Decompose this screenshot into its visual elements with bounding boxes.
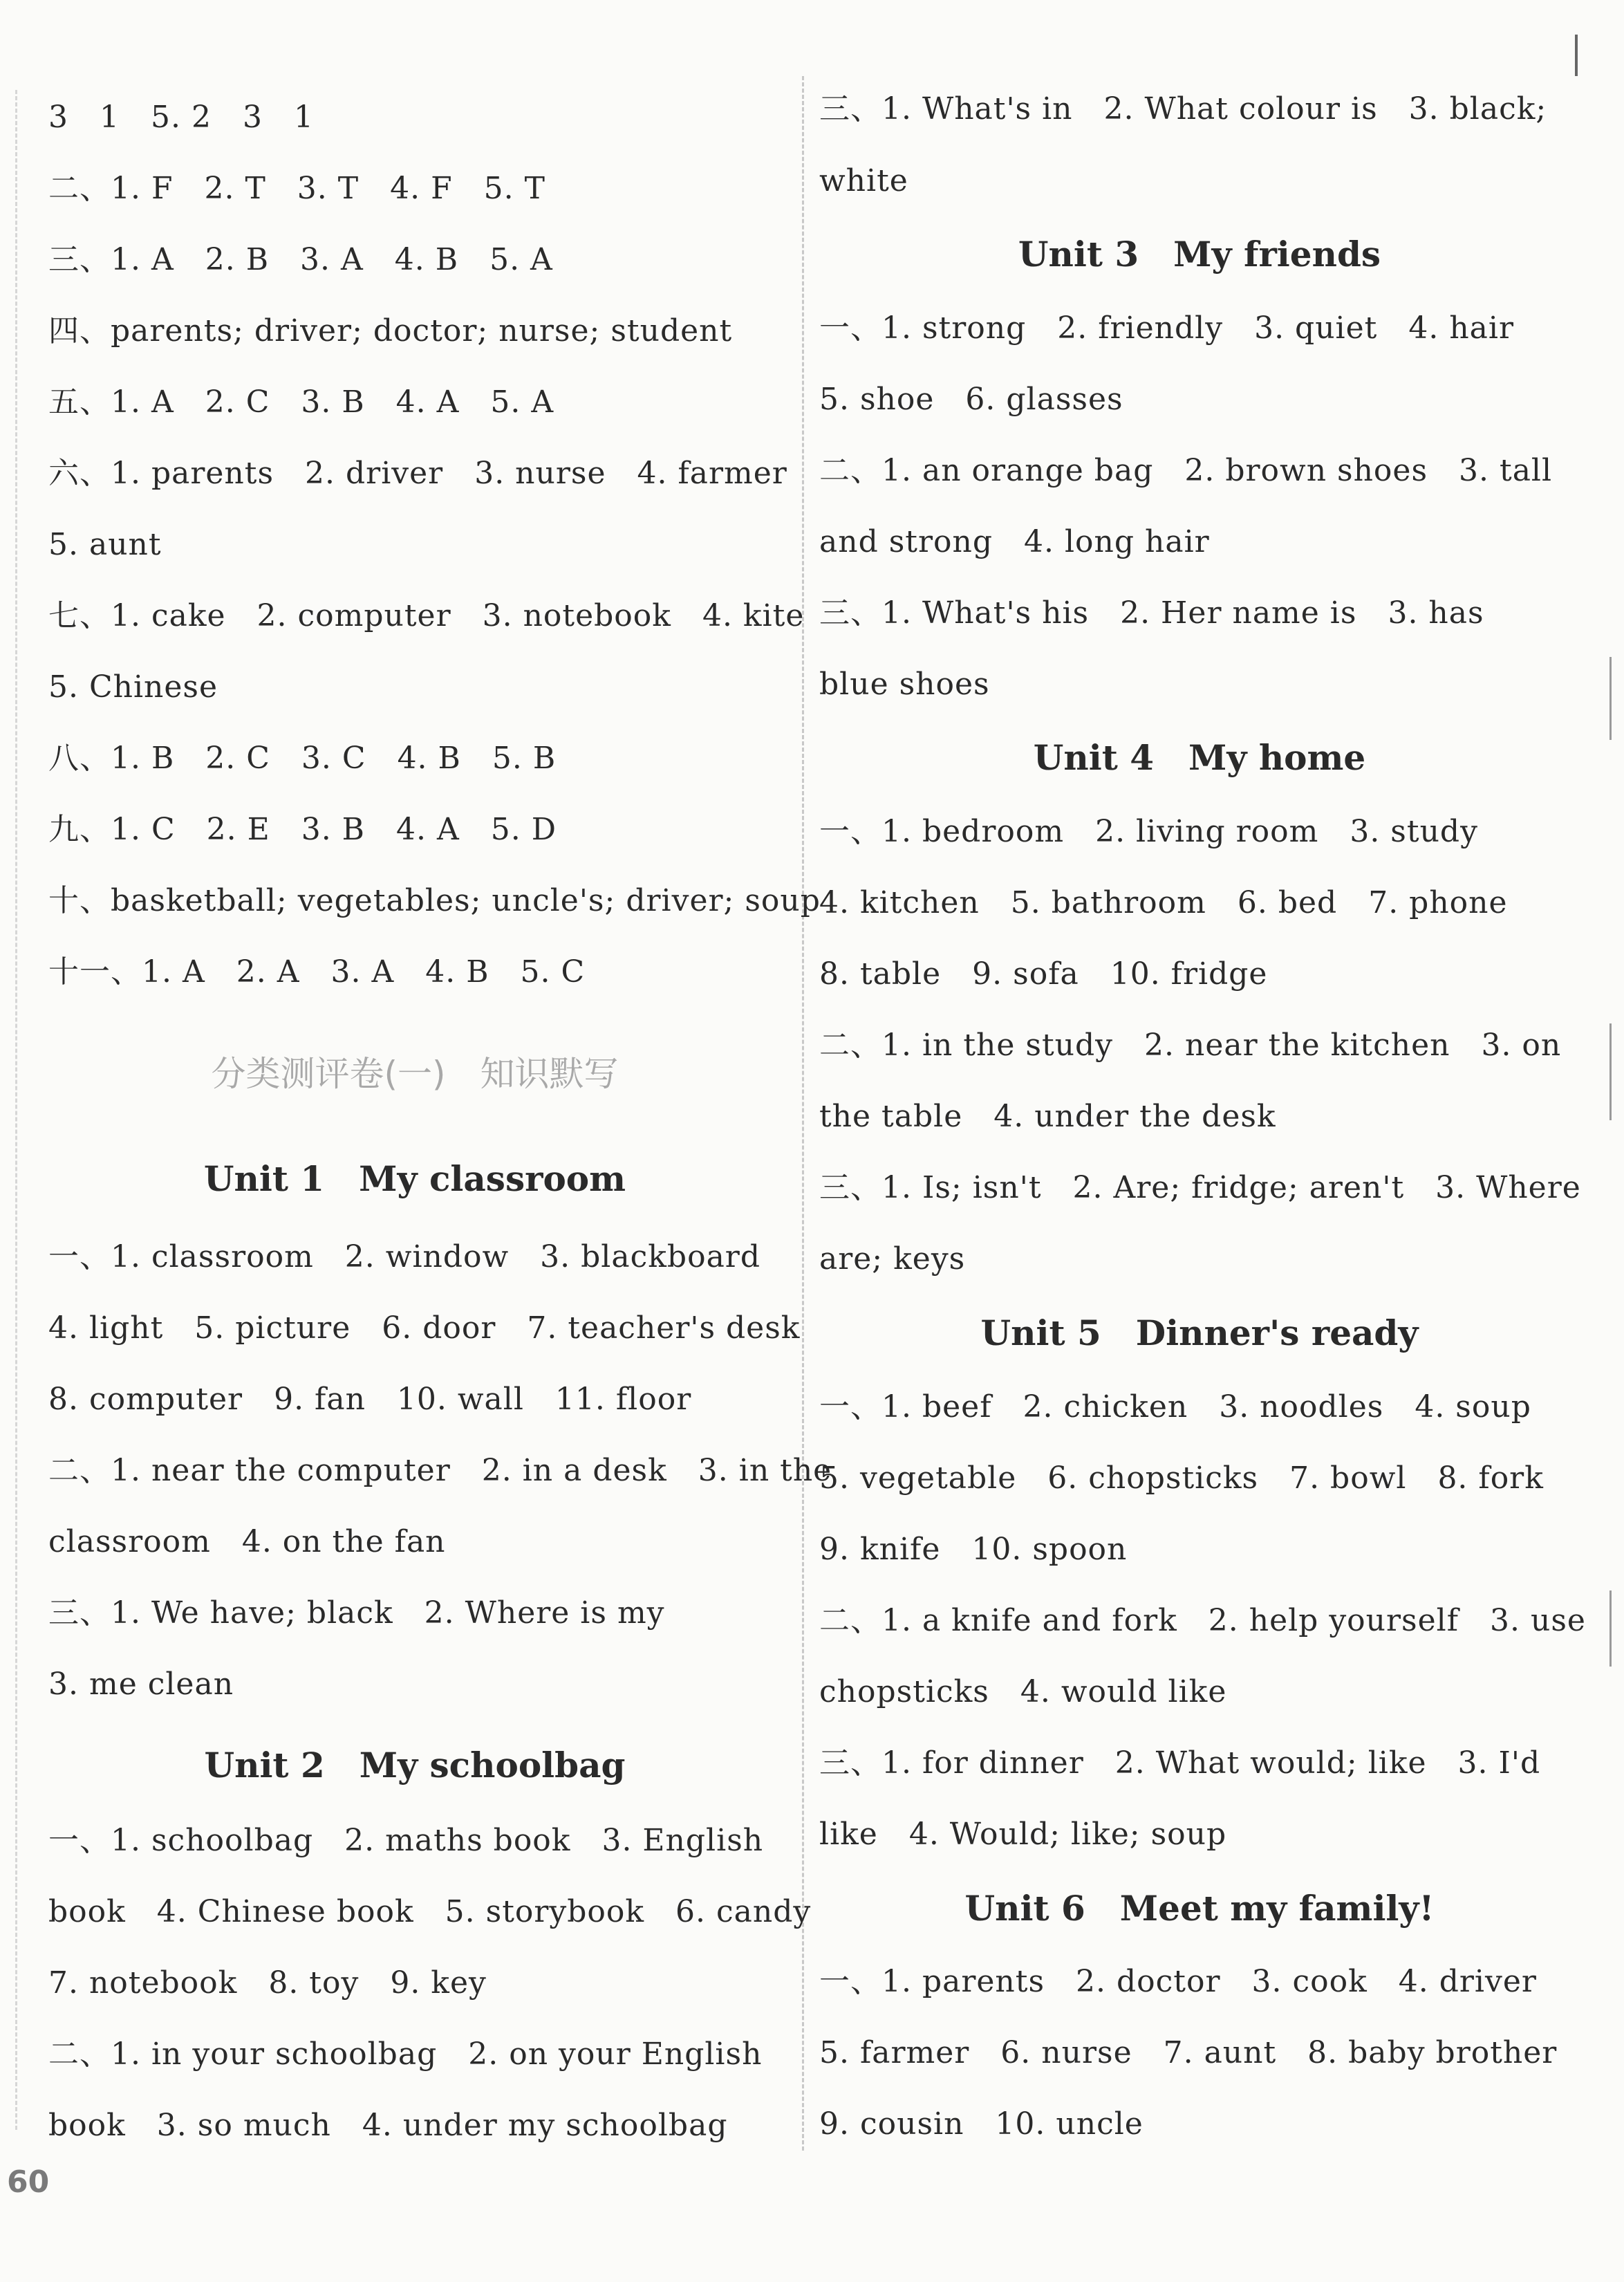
answer-line: 9. cousin 10. uncle [819,2106,1144,2142]
answer-line: 三、1. We have; black 2. Where is my [48,1595,665,1631]
answer-line: 一、1. bedroom 2. living room 3. study [819,814,1478,849]
answer-line: 三、1. What's his 2. Her name is 3. has [819,595,1484,631]
answer-line: 七、1. cake 2. computer 3. notebook 4. kite [48,598,805,633]
unit-title: Unit 5 Dinner's ready [980,1312,1419,1353]
answer-line: chopsticks 4. would like [819,1674,1227,1709]
answer-line: 八、1. B 2. C 3. C 4. B 5. B [48,741,557,776]
page-edge-tick [1609,1590,1612,1667]
answer-line: 二、1. near the computer 2. in a desk 3. in the [48,1453,832,1488]
answer-line: 5. Chinese [48,669,218,705]
answer-line: 7. notebook 8. toy 9. key [48,1965,487,2001]
answer-line: 一、1. beef 2. chicken 3. noodles 4. soup [819,1389,1531,1425]
answer-line: 五、1. A 2. C 3. B 4. A 5. A [48,384,554,420]
answer-line: 三、1. Is; isn't 2. Are; fridge; aren't 3. Where [819,1170,1581,1205]
answer-line: the table 4. under the desk [819,1099,1276,1134]
unit-title: Unit 2 My schoolbag [204,1745,626,1785]
answer-line: 一、1. schoolbag 2. maths book 3. English [48,1823,764,1858]
answer-line: like 4. Would; like; soup [819,1817,1227,1852]
answer-line: 5. vegetable 6. chopsticks 7. bowl 8. fork [819,1460,1544,1496]
answer-line: book 4. Chinese book 5. storybook 6. candy [48,1894,812,1929]
answer-line: 二、1. a knife and fork 2. help yourself 3. use [819,1603,1586,1638]
section-title: 分类测评卷(一) 知识默写 [211,1054,619,1094]
page-edge-tick [1609,1023,1612,1120]
answer-line: 9. knife 10. spoon [819,1532,1128,1567]
answer-line: 4. light 5. picture 6. door 7. teacher's desk [48,1310,801,1346]
answer-line: 5. farmer 6. nurse 7. aunt 8. baby brother [819,2035,1558,2070]
page-number: 60 [7,2164,50,2200]
answer-line: 三、1. What's in 2. What colour is 3. black; [819,91,1547,127]
answer-line: classroom 4. on the fan [48,1524,446,1559]
answer-line: 一、1. classroom 2. window 3. blackboard [48,1239,760,1274]
answer-line: 十、basketball; vegetables; uncle's; driver; soup [48,883,821,918]
answer-line: 二、1. F 2. T 3. T 4. F 5. T [48,171,545,206]
answer-line: are; keys [819,1241,966,1277]
answer-line: 一、1. strong 2. friendly 3. quiet 4. hair [819,310,1514,346]
column-divider [802,76,804,2151]
page-edge-mark [1575,35,1578,76]
left-margin-mark [15,90,17,2130]
answer-line: 一、1. parents 2. doctor 3. cook 4. driver [819,1964,1537,1999]
answer-line: white [819,163,908,198]
answer-line: 3 1 5. 2 3 1 [48,100,314,135]
answer-line: 三、1. for dinner 2. What would; like 3. I'd [819,1745,1541,1781]
unit-title: Unit 1 My classroom [203,1158,626,1199]
answer-line: 5. shoe 6. glasses [819,382,1123,417]
answer-line: 四、parents; driver; doctor; nurse; student [48,313,733,349]
answer-line: 4. kitchen 5. bathroom 6. bed 7. phone [819,885,1508,920]
answer-line: 二、1. in your schoolbag 2. on your English [48,2037,763,2072]
answer-line: 3. me clean [48,1667,234,1702]
unit-title: Unit 6 Meet my family! [964,1888,1435,1929]
answer-line: 十一、1. A 2. A 3. A 4. B 5. C [48,954,586,990]
answer-line: book 3. so much 4. under my schoolbag [48,2108,728,2143]
answer-line: 二、1. an orange bag 2. brown shoes 3. tall [819,453,1553,488]
answer-line: 六、1. parents 2. driver 3. nurse 4. farmer [48,456,787,491]
answer-line: 九、1. C 2. E 3. B 4. A 5. D [48,812,557,847]
unit-title: Unit 4 My home [1033,737,1366,778]
answer-line: and strong 4. long hair [819,524,1210,559]
answer-line: 二、1. in the study 2. near the kitchen 3. on [819,1028,1562,1063]
unit-title: Unit 3 My friends [1018,234,1381,275]
answer-line: 8. computer 9. fan 10. wall 11. floor [48,1382,692,1417]
page-edge-tick [1609,657,1612,740]
answer-line: blue shoes [819,667,990,702]
answer-line: 5. aunt [48,527,162,562]
answer-line: 三、1. A 2. B 3. A 4. B 5. A [48,242,553,277]
answer-line: 8. table 9. sofa 10. fridge [819,956,1268,992]
